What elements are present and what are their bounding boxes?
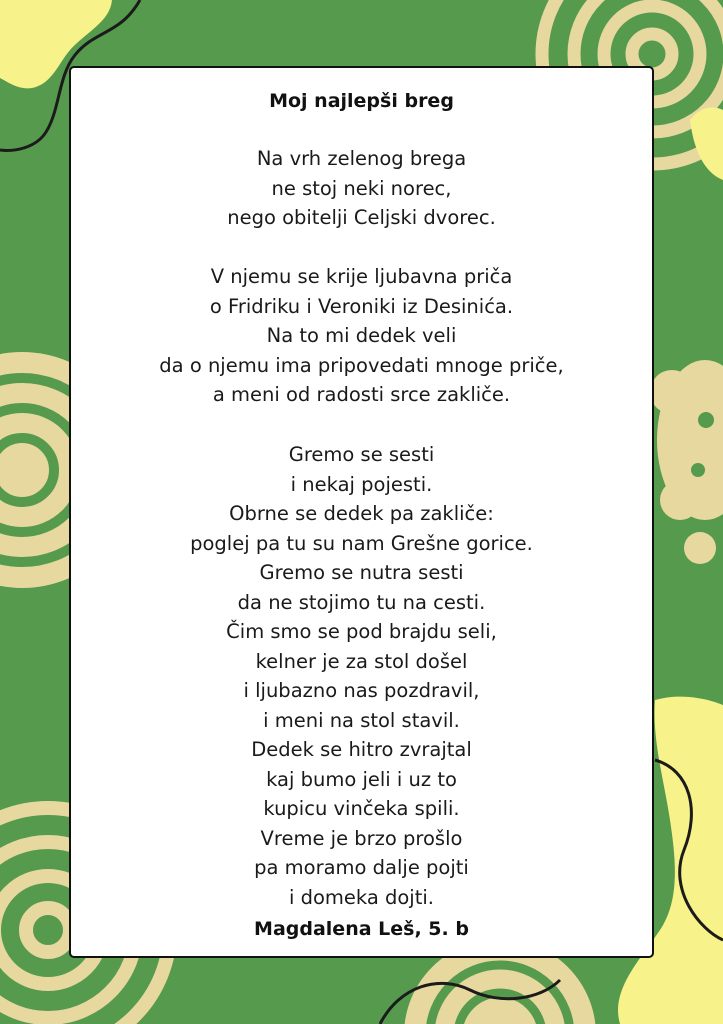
- poem-line: da o njemu ima pripovedati mnoge priče,: [159, 353, 564, 377]
- poem-line: i nekaj pojesti.: [290, 472, 433, 496]
- poem-line: da ne stojimo tu na cesti.: [237, 590, 486, 614]
- poem-line: kaj bumo jeli i uz to: [266, 767, 457, 791]
- poem-line: Vreme je brzo prošlo: [260, 826, 463, 850]
- poem-line: pa moramo dalje pojti: [254, 856, 469, 879]
- poem-line: o Fridriku i Veroniki iz Desinića.: [209, 294, 514, 318]
- poem-line: Gremo se sesti: [288, 443, 435, 466]
- poem-line: poglej pa tu su nam Grešne gorice.: [190, 531, 533, 555]
- poem-line: kelner je za stol došel: [255, 649, 468, 673]
- top-right-yellow-patch: [690, 108, 723, 181]
- poem-line: kupicu vinčeka spili.: [263, 797, 460, 820]
- poem-line: Na to mi dedek veli: [266, 324, 457, 347]
- poem-title: Moj najlepši breg: [269, 90, 454, 112]
- poem-line: Obrne se dedek pa zakliče:: [229, 502, 494, 525]
- stanza-2: [71, 262, 652, 410]
- poem-card: [69, 66, 654, 958]
- stanza-1: [71, 144, 652, 233]
- poem-line: Čim smo se pod brajdu seli,: [226, 620, 497, 643]
- poem-line: ne stoj neki norec,: [271, 176, 452, 200]
- poem-line: Dedek se hitro zvrajtal: [251, 738, 472, 761]
- right-cream-splat: [650, 360, 723, 564]
- poem-line: nego obitelji Celjski dvorec.: [227, 206, 496, 229]
- poem-line: Na vrh zelenog brega: [256, 147, 467, 170]
- poem-line: V njemu se krije ljubavna priča: [210, 265, 513, 288]
- poem-line: i domeka dojti.: [288, 885, 434, 909]
- poem-line: a meni od radosti srce zakliče.: [212, 383, 511, 406]
- poem-line: i meni na stol stavil.: [263, 708, 460, 732]
- stanza-3: [71, 440, 652, 912]
- poem-line: Gremo se nutra sesti: [259, 561, 464, 584]
- poem-line: i ljubazno nas pozdravil,: [243, 679, 480, 702]
- poem-author: Magdalena Leš, 5. b: [254, 918, 469, 940]
